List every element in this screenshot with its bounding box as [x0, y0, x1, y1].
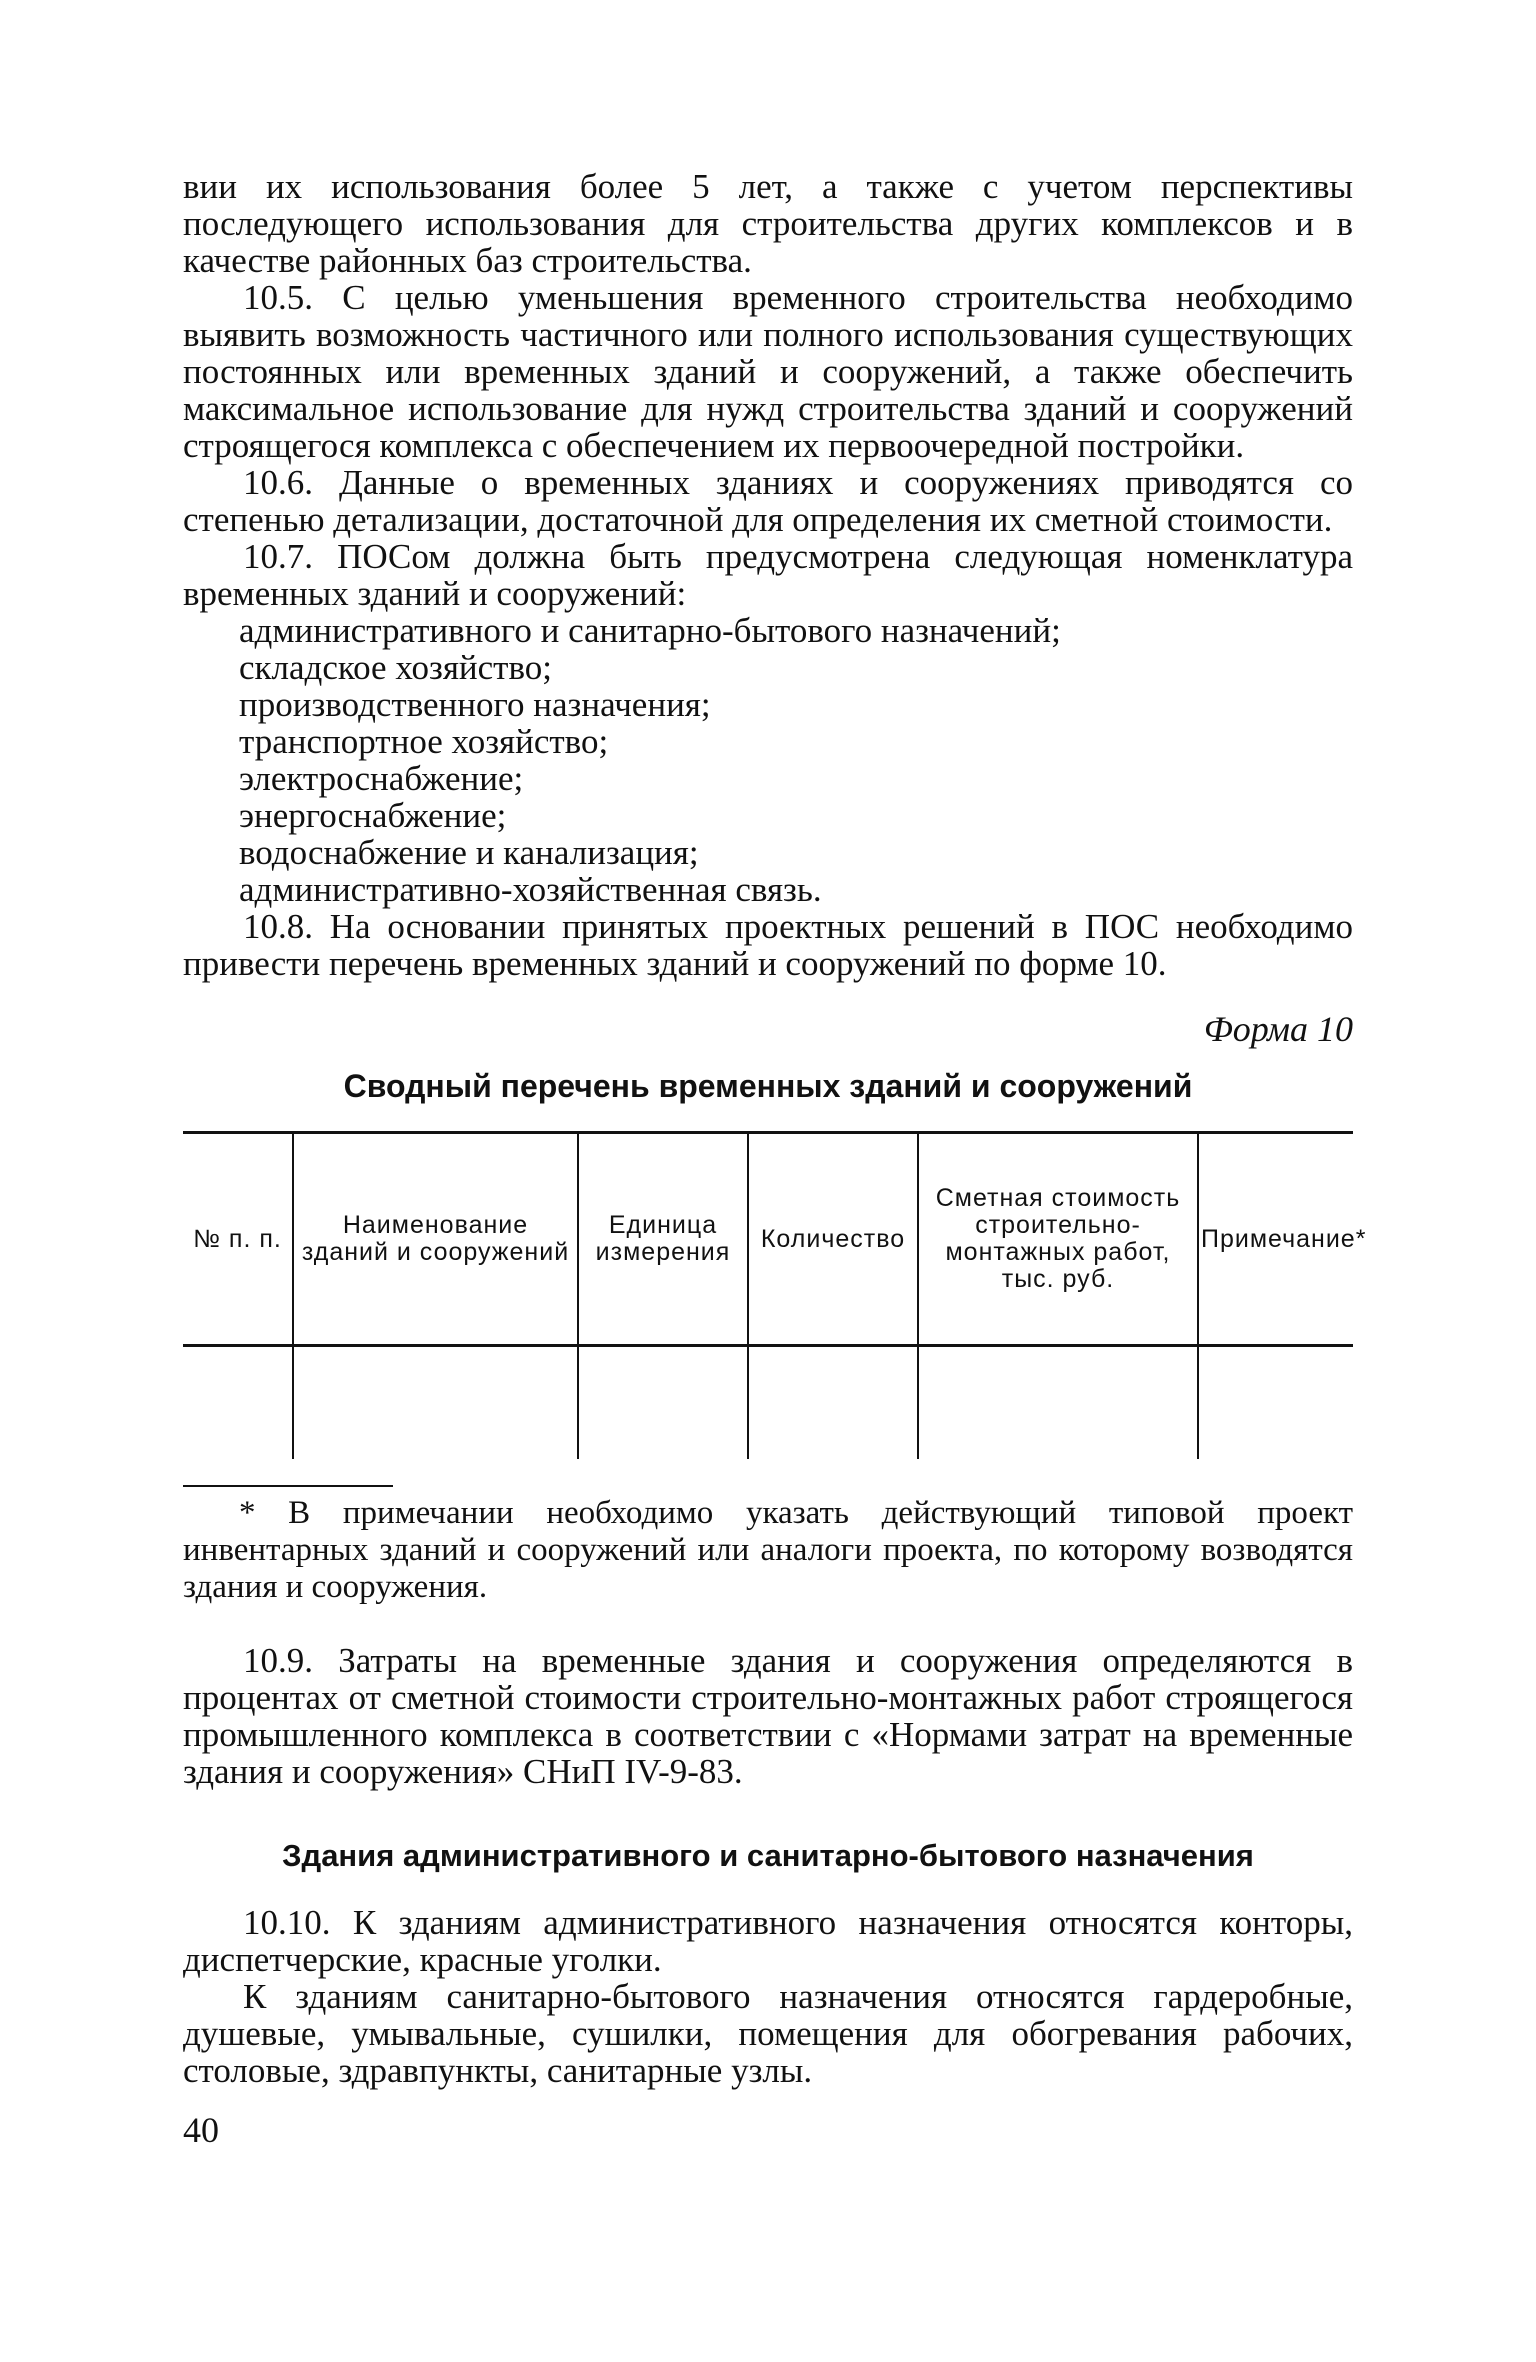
table-row	[183, 1346, 1353, 1460]
list-item: производственного назначения;	[239, 685, 711, 724]
table-cell	[293, 1346, 578, 1460]
paragraph-10-10: 10.10. К зданиям административного назначения относятся конторы, диспетчерские, красные уголки.	[183, 1903, 1353, 1979]
list-item: складское хозяйство;	[239, 648, 552, 687]
footnote: * В примечании необходимо указать действующий типовой проект инвентарных зданий и сооружений или аналоги проекта, по которому возводятся здания и сооружения.	[183, 1495, 1353, 1605]
paragraph-10-6: 10.6. Данные о временных зданиях и сооружениях приводятся со степенью детализации, достаточной для определения их сметной стоимости.	[183, 463, 1353, 539]
nomenclature-list	[239, 612, 1353, 908]
table-cell	[183, 1346, 293, 1460]
section-subheading: Здания административного и санитарно-бытового назначения	[282, 1838, 1254, 1873]
summary-table	[183, 1131, 1367, 1459]
column-header-note: Примечание*	[1198, 1133, 1353, 1346]
column-header-number: № п. п.	[183, 1133, 293, 1346]
table-cell	[578, 1346, 748, 1460]
column-header-quantity: Количество	[748, 1133, 918, 1346]
paragraph-sanitary: К зданиям санитарно-бытового назначения относятся гардеробные, душевые, умывальные, сушилки, помещения для обогревания рабочих, столовые, здравпункты, санитарные узлы.	[183, 1977, 1353, 2090]
list-item: водоснабжение и канализация;	[239, 833, 699, 872]
list-item: энергоснабжение;	[239, 796, 507, 835]
list-item: административно-хозяйственная связь.	[239, 870, 822, 909]
list-item: транспортное хозяйство;	[239, 722, 609, 761]
column-header-cost: Сметная стоимость строительно-монтажных работ, тыс. руб.	[918, 1133, 1198, 1346]
table-header-row	[183, 1133, 1353, 1346]
paragraph-continuation: вии их использования более 5 лет, а также с учетом перспективы последующего использования для строительства других комплексов и в качестве районных баз строительства.	[183, 167, 1353, 280]
column-header-name: Наименование зданий и сооружений	[293, 1133, 578, 1346]
footnote-divider	[183, 1485, 393, 1487]
column-header-unit: Единица измерения	[578, 1133, 748, 1346]
paragraph-10-5: 10.5. С целью уменьшения временного строительства необходимо выявить возможность частичного или полного использования существующих постоянных или временных зданий и сооружений, а также обеспечить максимальное использование для нужд строительства зданий и сооружений строящегося комплекса с обеспечением их первоочередной постройки.	[183, 278, 1353, 465]
list-item: электроснабжение;	[239, 759, 524, 798]
paragraph-10-8: 10.8. На основании принятых проектных решений в ПОС необходимо привести перечень временных зданий и сооружений по форме 10.	[183, 907, 1353, 983]
table-title: Сводный перечень временных зданий и сооружений	[343, 1068, 1193, 1104]
table-cell	[1198, 1346, 1353, 1460]
form-label: Форма 10	[1203, 1009, 1353, 1049]
table-cell	[748, 1346, 918, 1460]
list-item: административного и санитарно-бытового назначений;	[239, 611, 1061, 650]
paragraph-10-7: 10.7. ПОСом должна быть предусмотрена следующая номенклатура временных зданий и сооружений:	[183, 537, 1353, 613]
document-page	[183, 167, 1367, 2151]
paragraph-10-9: 10.9. Затраты на временные здания и сооружения определяются в процентах от сметной стоимости строительно-монтажных работ строящегося промышленного комплекса в соответствии с «Нормами затрат на временные здания и сооружения» СНиП IV-9-83.	[183, 1641, 1353, 1791]
page-number: 40	[183, 2110, 219, 2150]
table-cell	[918, 1346, 1198, 1460]
